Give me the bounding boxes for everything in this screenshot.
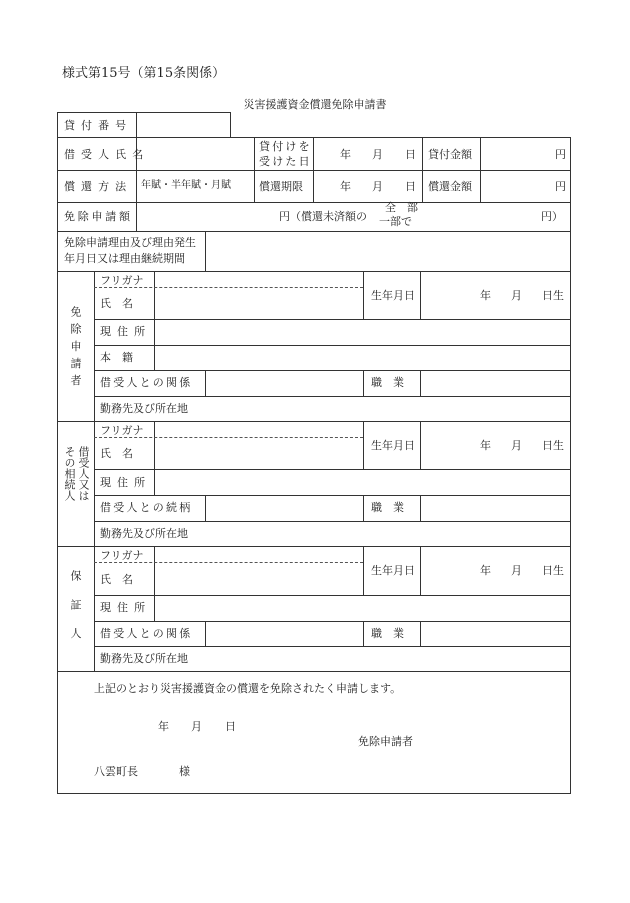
year-label: 年: [340, 180, 351, 193]
application-statement: 上記のとおり災害援護資金の償還を免除されたく申請します。: [94, 682, 402, 695]
month-label: 月: [511, 439, 522, 452]
birth-day-suffix: 日生: [542, 439, 564, 452]
repayment-method-label: 償還方法: [64, 180, 133, 193]
row-divider: [94, 621, 570, 622]
row-divider: [94, 521, 570, 522]
divider: [136, 113, 137, 138]
row-divider: [94, 396, 570, 397]
furigana-divider: [94, 437, 363, 438]
col-divider: [313, 138, 314, 202]
row-divider: [58, 170, 570, 171]
month-label: 月: [372, 148, 383, 161]
furigana-label: フリガナ: [100, 549, 144, 562]
year-label: 年: [480, 564, 491, 577]
part-option: 一部で: [379, 215, 412, 228]
col-divider: [363, 495, 364, 521]
col-divider: [205, 370, 206, 396]
row-divider: [58, 231, 570, 232]
loan-amount-label: 貸付金額: [428, 148, 472, 161]
occupation-label: 職 業: [371, 501, 404, 514]
repayment-method-options: 年賦・半年賦・月賦: [141, 180, 231, 191]
date-month-label: 月: [191, 720, 202, 733]
workplace-label: 勤務先及び所在地: [100, 527, 188, 540]
month-label: 月: [511, 289, 522, 302]
exemption-amount-label: 免除申請額: [64, 210, 133, 223]
col-divider: [363, 621, 364, 646]
birthdate-label: 生年月日: [371, 289, 415, 302]
applicant-section-label: 免除申請者: [69, 306, 82, 392]
reason-label: 免除申請理由及び理由発生: [64, 236, 196, 249]
date-year-label: 年: [158, 720, 169, 733]
month-label: 月: [511, 564, 522, 577]
row-divider: [58, 421, 570, 422]
row-divider: [94, 595, 570, 596]
addressee: 八雲町長: [94, 765, 138, 778]
applicant-signature-label: 免除申請者: [358, 735, 413, 748]
loan-date-label: 貸付けを: [259, 140, 312, 153]
address-label: 現住所: [100, 476, 152, 489]
furigana-label: フリガナ: [100, 274, 144, 287]
col-divider: [420, 271, 421, 319]
day-label: 日: [405, 180, 416, 193]
row-divider: [58, 546, 570, 547]
year-label: 年: [340, 148, 351, 161]
month-label: 月: [372, 180, 383, 193]
honorific: 様: [179, 765, 190, 778]
date-day-label: 日: [225, 720, 236, 733]
row-divider: [94, 646, 570, 647]
workplace-label: 勤務先及び所在地: [100, 652, 188, 665]
name-label: 氏 名: [100, 447, 133, 460]
row-divider: [58, 271, 570, 272]
col-divider: [480, 138, 481, 202]
birth-day-suffix: 日生: [542, 564, 564, 577]
row-divider: [58, 202, 570, 203]
col-divider: [205, 495, 206, 521]
address-label: 現住所: [100, 325, 152, 338]
day-label: 日: [405, 148, 416, 161]
loan-number-label: 貸付番号: [64, 119, 133, 132]
row-divider: [58, 671, 570, 672]
application-form-table: [57, 137, 571, 794]
col-divider: [420, 546, 421, 595]
birthdate-label: 生年月日: [371, 564, 415, 577]
year-label: 年: [480, 289, 491, 302]
furigana-label: フリガナ: [100, 424, 144, 437]
col-divider: [154, 546, 155, 621]
col-divider: [422, 138, 423, 202]
col-divider: [205, 621, 206, 646]
reason-label: 年月日又は理由継続期間: [64, 252, 185, 265]
furigana-divider: [94, 287, 363, 288]
name-label: 氏 名: [100, 573, 133, 586]
col-divider: [363, 421, 364, 469]
heir-section-label: 借受人又は: [77, 446, 90, 501]
row-divider: [94, 495, 570, 496]
loan-date-label: 受けた日: [259, 155, 312, 168]
yen-label: 円: [555, 148, 566, 161]
col-divider: [363, 370, 364, 396]
occupation-label: 職 業: [371, 376, 404, 389]
col-divider: [154, 271, 155, 370]
col-divider: [154, 421, 155, 495]
row-divider: [94, 345, 570, 346]
yen-label: 円: [555, 180, 566, 193]
furigana-divider: [94, 562, 363, 563]
loan-number-box: [57, 112, 231, 137]
form-number-label: 様式第15号（第15条関係）: [62, 66, 226, 81]
name-label: 氏 名: [100, 297, 133, 310]
birth-day-suffix: 日生: [542, 289, 564, 302]
section-divider: [94, 271, 95, 671]
occupation-label: 職 業: [371, 627, 404, 640]
heir-section-label: その相続人: [63, 446, 76, 501]
domicile-label: 本 籍: [100, 351, 133, 364]
relation-label: 借受人との関係: [100, 627, 193, 640]
col-divider: [420, 621, 421, 646]
col-divider: [363, 546, 364, 595]
document-title: 災害援護資金償還免除申請書: [243, 98, 387, 111]
row-divider: [94, 370, 570, 371]
all-option: 全 部: [385, 201, 418, 214]
row-divider: [94, 469, 570, 470]
col-divider: [420, 495, 421, 521]
row-divider: [94, 319, 570, 320]
relation-label: 借受人との関係: [100, 376, 193, 389]
repayment-amount-label: 償還金額: [428, 180, 472, 193]
guarantor-section-label: 保証人: [69, 570, 82, 656]
exemption-amount-text: 円（償還未済額の: [279, 210, 367, 223]
col-divider: [205, 231, 206, 271]
repayment-period-label: 償還期限: [259, 180, 303, 193]
workplace-label: 勤務先及び所在地: [100, 402, 188, 415]
relation-label: 借受人との続柄: [100, 501, 193, 514]
birthdate-label: 生年月日: [371, 439, 415, 452]
col-divider: [363, 271, 364, 319]
address-label: 現住所: [100, 601, 152, 614]
exemption-amount-tail: 円）: [541, 210, 563, 223]
col-divider: [254, 138, 255, 202]
col-divider: [420, 421, 421, 469]
col-divider: [420, 370, 421, 396]
year-label: 年: [480, 439, 491, 452]
borrower-name-label: 借受人氏名: [64, 148, 150, 161]
